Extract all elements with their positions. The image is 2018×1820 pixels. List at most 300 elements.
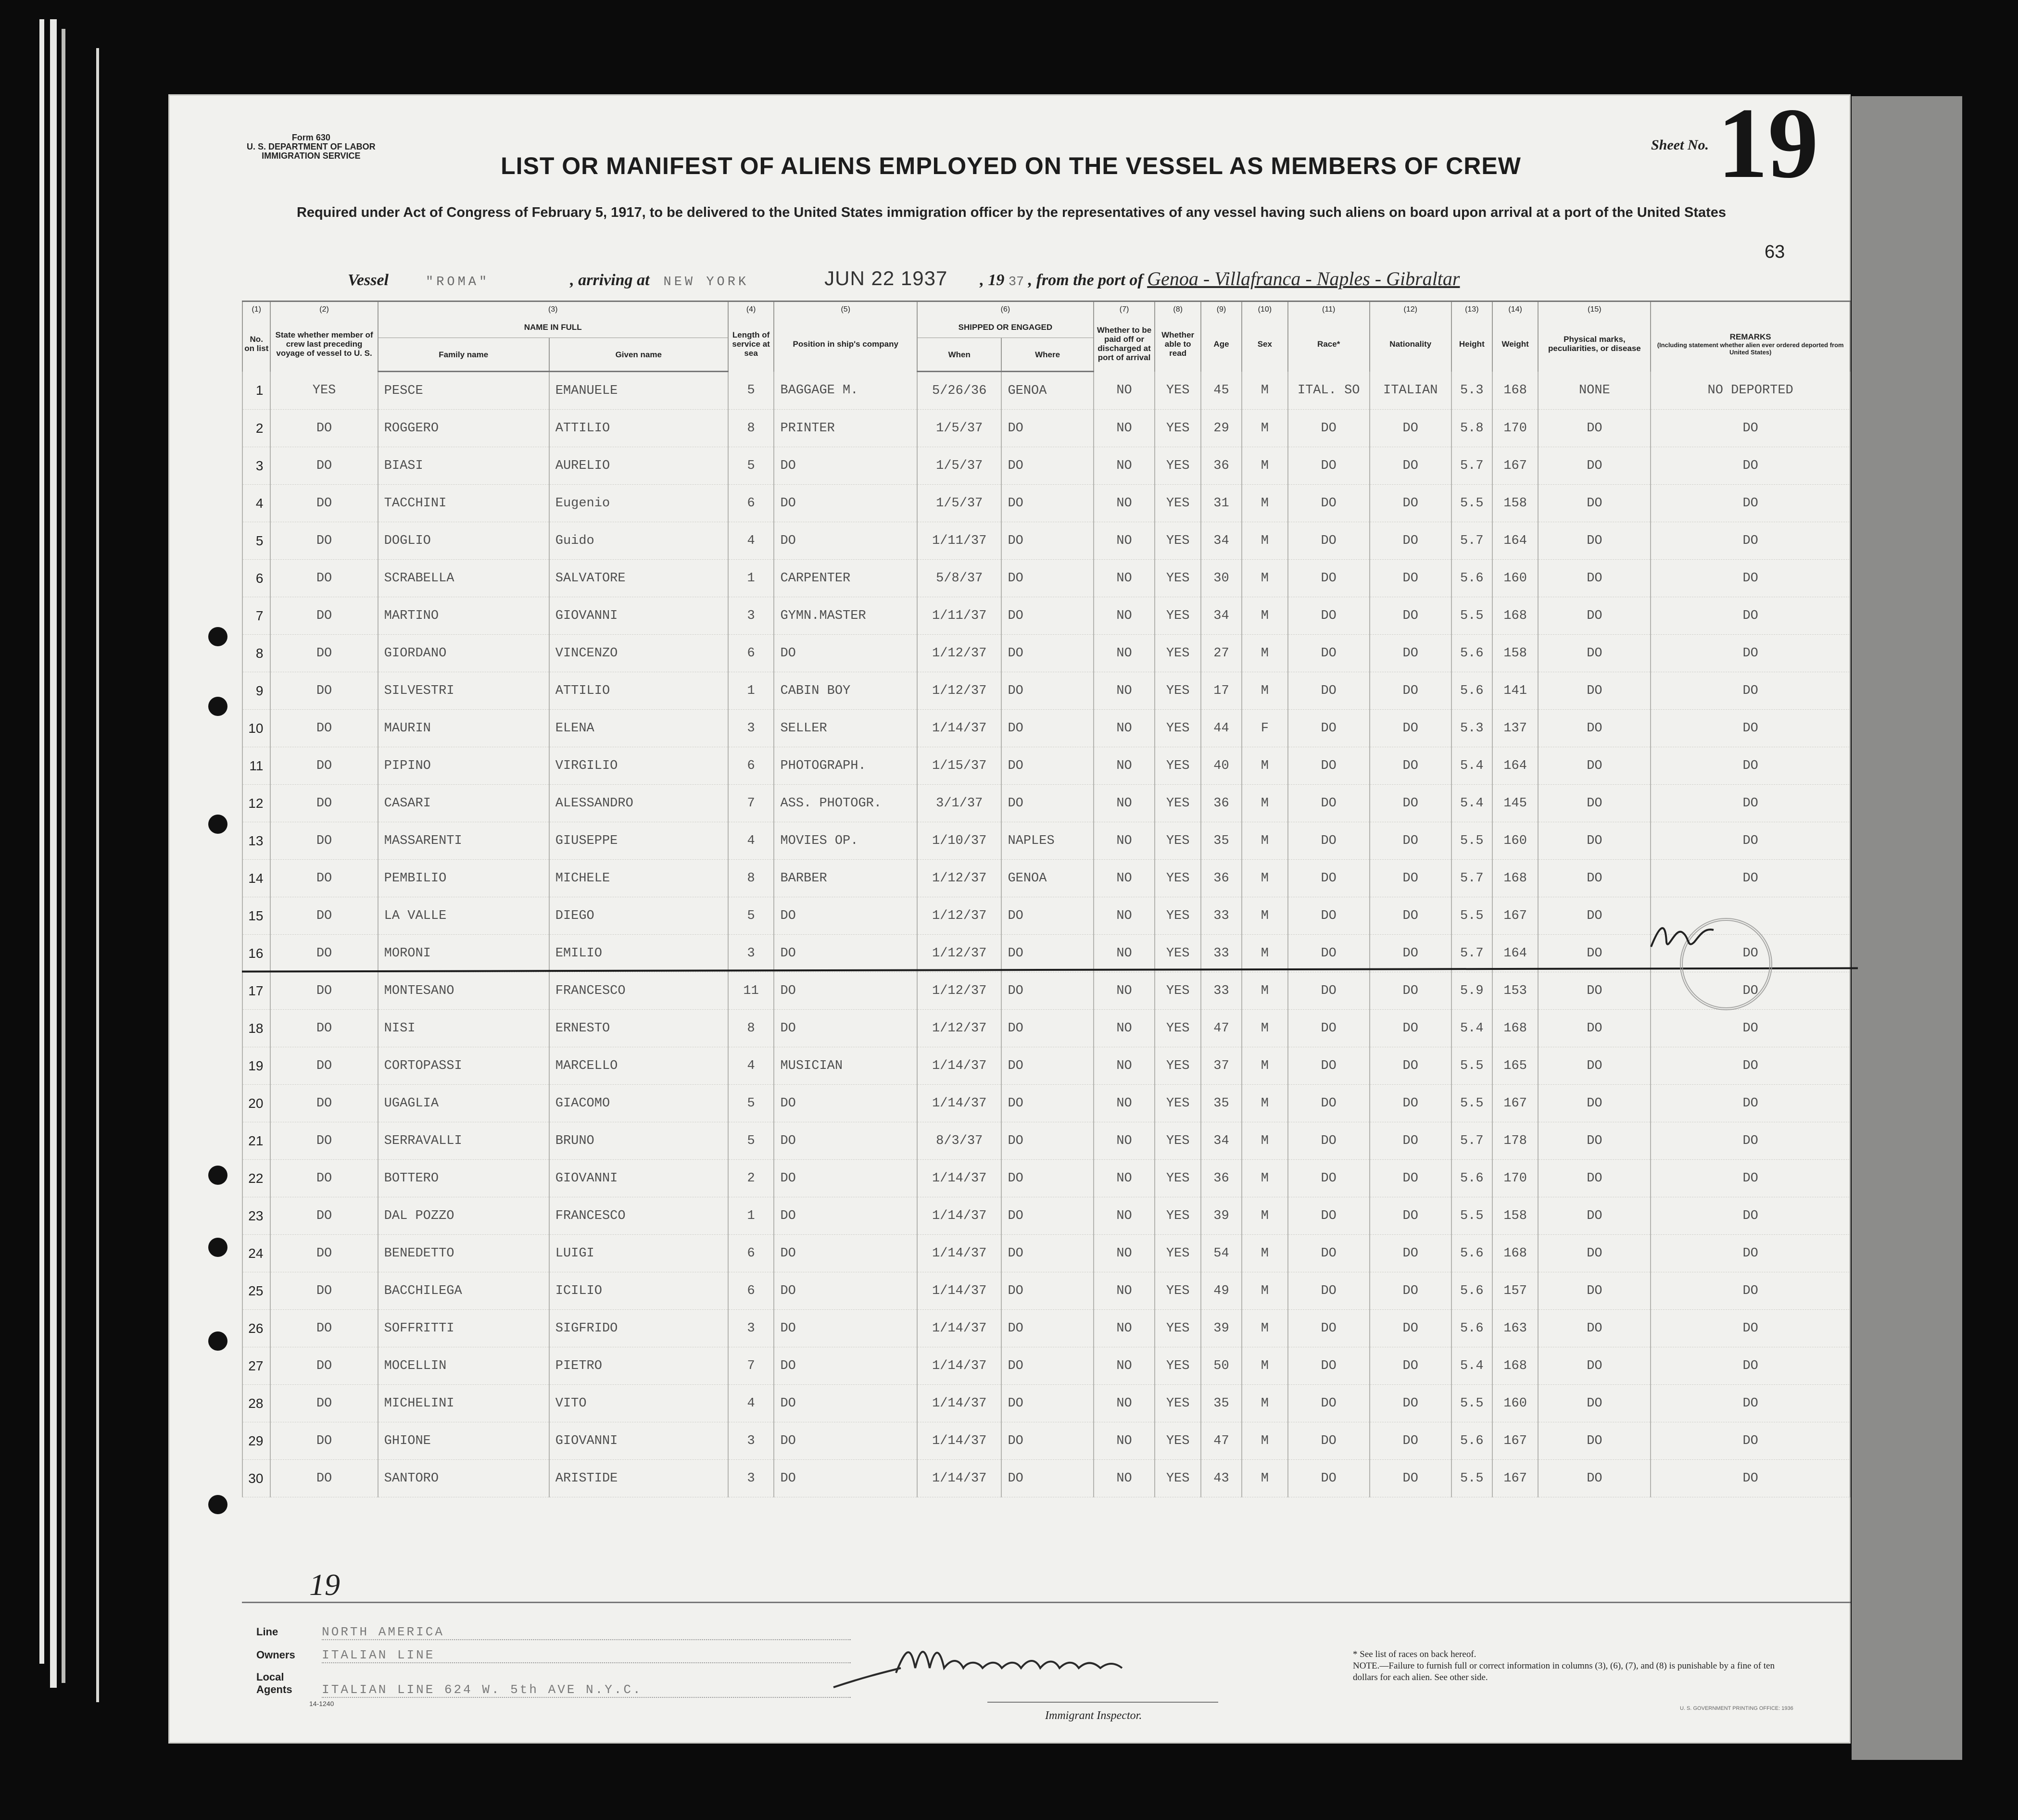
- able-to-read-cell: YES: [1155, 672, 1201, 710]
- previous-voyage-cell: DO: [270, 522, 378, 560]
- table-row: [242, 710, 1850, 747]
- family-name-cell: ROGGERO: [378, 410, 549, 447]
- header-name-in-full: NAME IN FULL: [378, 316, 728, 338]
- race-cell: DO: [1288, 785, 1370, 822]
- age-cell: 45: [1201, 372, 1242, 410]
- able-to-read-cell: YES: [1155, 897, 1201, 935]
- table-row: [242, 1460, 1850, 1497]
- given-name-cell: GIUSEPPE: [549, 822, 728, 860]
- sex-cell: M: [1242, 597, 1288, 635]
- weight-cell: 163: [1492, 1310, 1539, 1347]
- given-name-cell: BRUNO: [549, 1122, 728, 1160]
- table-row: [242, 935, 1850, 972]
- position-cell: DO: [774, 1085, 917, 1122]
- given-name-cell: Guido: [549, 522, 728, 560]
- height-cell: 5.4: [1451, 1010, 1492, 1047]
- row-number-cell: 25: [242, 1272, 270, 1310]
- race-cell: DO: [1288, 1460, 1370, 1497]
- able-to-read-cell: YES: [1155, 1085, 1201, 1122]
- table-row: [242, 1160, 1850, 1197]
- age-cell: 50: [1201, 1347, 1242, 1385]
- position-cell: CARPENTER: [774, 560, 917, 597]
- age-cell: 54: [1201, 1235, 1242, 1272]
- shipped-when-cell: 3/1/37: [917, 785, 1001, 822]
- nationality-cell: DO: [1370, 672, 1451, 710]
- row-number-cell: 13: [242, 822, 270, 860]
- able-to-read-cell: YES: [1155, 1010, 1201, 1047]
- paid-off-cell: NO: [1094, 1235, 1155, 1272]
- service-name: IMMIGRATION SERVICE: [262, 151, 361, 161]
- race-cell: DO: [1288, 635, 1370, 672]
- age-cell: 47: [1201, 1010, 1242, 1047]
- header-row: [242, 316, 1850, 338]
- remarks-cell: DO: [1651, 1160, 1850, 1197]
- family-name-cell: UGAGLIA: [378, 1085, 549, 1122]
- previous-voyage-cell: DO: [270, 410, 378, 447]
- length-of-service-cell: 4: [728, 1047, 774, 1085]
- physical-marks-cell: DO: [1538, 1047, 1651, 1085]
- race-cell: DO: [1288, 410, 1370, 447]
- remarks-cell: DO: [1651, 1197, 1850, 1235]
- paid-off-cell: NO: [1094, 1272, 1155, 1310]
- able-to-read-cell: YES: [1155, 372, 1201, 410]
- position-cell: BAGGAGE M.: [774, 372, 917, 410]
- given-name-cell: EMANUELE: [549, 372, 728, 410]
- given-name-cell: GIOVANNI: [549, 1422, 728, 1460]
- shipped-where-cell: DO: [1001, 485, 1093, 522]
- height-cell: 5.5: [1451, 485, 1492, 522]
- height-cell: 5.6: [1451, 1422, 1492, 1460]
- age-cell: 33: [1201, 935, 1242, 972]
- age-cell: 31: [1201, 485, 1242, 522]
- nationality-cell: DO: [1370, 822, 1451, 860]
- length-of-service-cell: 1: [728, 672, 774, 710]
- family-name-cell: DAL POZZO: [378, 1197, 549, 1235]
- position-cell: DO: [774, 972, 917, 1010]
- arriving-port: NEW YORK: [663, 275, 749, 289]
- nationality-cell: DO: [1370, 1235, 1451, 1272]
- height-cell: 5.3: [1451, 372, 1492, 410]
- age-cell: 36: [1201, 447, 1242, 485]
- previous-voyage-cell: DO: [270, 710, 378, 747]
- sex-cell: M: [1242, 410, 1288, 447]
- height-cell: 5.6: [1451, 1272, 1492, 1310]
- able-to-read-cell: YES: [1155, 597, 1201, 635]
- length-of-service-cell: 7: [728, 1347, 774, 1385]
- table-row: [242, 1422, 1850, 1460]
- previous-voyage-cell: DO: [270, 785, 378, 822]
- sex-cell: M: [1242, 935, 1288, 972]
- given-name-cell: EMILIO: [549, 935, 728, 972]
- given-name-cell: ATTILIO: [549, 672, 728, 710]
- nationality-cell: DO: [1370, 1197, 1451, 1235]
- family-name-cell: MORONI: [378, 935, 549, 972]
- nationality-cell: DO: [1370, 635, 1451, 672]
- race-cell: DO: [1288, 1122, 1370, 1160]
- race-cell: DO: [1288, 1085, 1370, 1122]
- age-cell: 35: [1201, 1385, 1242, 1422]
- weight-cell: 168: [1492, 597, 1539, 635]
- footnote: [1353, 1649, 1786, 1683]
- age-cell: 34: [1201, 1122, 1242, 1160]
- family-name-cell: DOGLIO: [378, 522, 549, 560]
- header-paid-off: Whether to be paid off or discharged at port of arrival: [1094, 316, 1155, 372]
- physical-marks-cell: DO: [1538, 1385, 1651, 1422]
- able-to-read-cell: YES: [1155, 410, 1201, 447]
- age-cell: 35: [1201, 822, 1242, 860]
- shipped-where-cell: DO: [1001, 1272, 1093, 1310]
- nationality-cell: DO: [1370, 1160, 1451, 1197]
- remarks-cell: DO: [1651, 1422, 1850, 1460]
- sex-cell: M: [1242, 1460, 1288, 1497]
- given-name-cell: Eugenio: [549, 485, 728, 522]
- remarks-cell: DO: [1651, 672, 1850, 710]
- shipped-when-cell: 1/12/37: [917, 897, 1001, 935]
- remarks-cell: DO: [1651, 822, 1850, 860]
- length-of-service-cell: 6: [728, 1235, 774, 1272]
- column-number: (4): [728, 301, 774, 317]
- previous-voyage-cell: DO: [270, 485, 378, 522]
- race-cell: DO: [1288, 897, 1370, 935]
- form-code: 14-1240: [309, 1700, 334, 1707]
- weight-cell: 153: [1492, 972, 1539, 1010]
- remarks-cell: DO: [1651, 410, 1850, 447]
- paid-off-cell: NO: [1094, 935, 1155, 972]
- position-cell: DO: [774, 1235, 917, 1272]
- race-cell: DO: [1288, 1385, 1370, 1422]
- row-number-cell: 28: [242, 1385, 270, 1422]
- shipped-where-cell: DO: [1001, 1235, 1093, 1272]
- previous-voyage-cell: DO: [270, 1197, 378, 1235]
- paid-off-cell: NO: [1094, 1160, 1155, 1197]
- nationality-cell: DO: [1370, 972, 1451, 1010]
- length-of-service-cell: 6: [728, 747, 774, 785]
- row-number-cell: 16: [242, 935, 270, 972]
- position-cell: DO: [774, 1460, 917, 1497]
- weight-cell: 168: [1492, 1347, 1539, 1385]
- height-cell: 5.7: [1451, 522, 1492, 560]
- left-page-edge: [50, 19, 57, 1688]
- physical-marks-cell: DO: [1538, 522, 1651, 560]
- race-cell: DO: [1288, 485, 1370, 522]
- binder-hole: [208, 1331, 227, 1351]
- previous-voyage-cell: DO: [270, 1160, 378, 1197]
- year-suffix: 37: [1008, 275, 1024, 289]
- shipped-when-cell: 1/5/37: [917, 447, 1001, 485]
- able-to-read-cell: YES: [1155, 710, 1201, 747]
- table-row: [242, 1385, 1850, 1422]
- column-number: (2): [270, 301, 378, 317]
- length-of-service-cell: 6: [728, 1272, 774, 1310]
- nationality-cell: DO: [1370, 1422, 1451, 1460]
- position-cell: CABIN BOY: [774, 672, 917, 710]
- length-of-service-cell: 5: [728, 1122, 774, 1160]
- remarks-cell: DO: [1651, 935, 1850, 972]
- length-of-service-cell: 3: [728, 597, 774, 635]
- shipped-when-cell: 1/14/37: [917, 1310, 1001, 1347]
- shipped-when-cell: 1/14/37: [917, 1197, 1001, 1235]
- sex-cell: M: [1242, 860, 1288, 897]
- header-where: Where: [1001, 338, 1093, 372]
- paid-off-cell: NO: [1094, 785, 1155, 822]
- race-cell: DO: [1288, 1310, 1370, 1347]
- position-cell: DO: [774, 1385, 917, 1422]
- remarks-cell: DO: [1651, 1235, 1850, 1272]
- family-name-cell: NISI: [378, 1010, 549, 1047]
- sex-cell: M: [1242, 747, 1288, 785]
- column-number: (13): [1451, 301, 1492, 317]
- family-name-cell: BIASI: [378, 447, 549, 485]
- sex-cell: M: [1242, 1122, 1288, 1160]
- length-of-service-cell: 5: [728, 372, 774, 410]
- height-cell: 5.5: [1451, 1197, 1492, 1235]
- race-cell: DO: [1288, 860, 1370, 897]
- position-cell: MOVIES OP.: [774, 822, 917, 860]
- paid-off-cell: NO: [1094, 560, 1155, 597]
- shipped-when-cell: 1/14/37: [917, 1385, 1001, 1422]
- shipped-when-cell: 1/12/37: [917, 672, 1001, 710]
- length-of-service-cell: 3: [728, 1422, 774, 1460]
- previous-voyage-cell: DO: [270, 1385, 378, 1422]
- back-page-edge: [1852, 96, 1962, 1760]
- remarks-cell: DO: [1651, 1010, 1850, 1047]
- header-sex: Sex: [1242, 316, 1288, 372]
- physical-marks-cell: DO: [1538, 672, 1651, 710]
- nationality-cell: ITALIAN: [1370, 372, 1451, 410]
- race-cell: DO: [1288, 1272, 1370, 1310]
- shipped-when-cell: 1/14/37: [917, 1160, 1001, 1197]
- height-cell: 5.6: [1451, 560, 1492, 597]
- position-cell: DO: [774, 1422, 917, 1460]
- age-cell: 36: [1201, 860, 1242, 897]
- given-name-cell: ICILIO: [549, 1272, 728, 1310]
- row-number-cell: 20: [242, 1085, 270, 1122]
- able-to-read-cell: YES: [1155, 1347, 1201, 1385]
- previous-voyage-cell: DO: [270, 597, 378, 635]
- remarks-cell: DO: [1651, 860, 1850, 897]
- age-cell: 33: [1201, 897, 1242, 935]
- given-name-cell: SIGFRIDO: [549, 1310, 728, 1347]
- family-name-cell: SERRAVALLI: [378, 1122, 549, 1160]
- sex-cell: M: [1242, 485, 1288, 522]
- able-to-read-cell: YES: [1155, 1047, 1201, 1085]
- sex-cell: M: [1242, 972, 1288, 1010]
- page-subtitle: Required under Act of Congress of February 5, 1917, to be delivered to the United States immigration officer by the representatives of any vessel having such aliens on board upon arrival at a port of the United States: [296, 205, 1727, 220]
- arriving-label: , arriving at: [570, 271, 650, 289]
- weight-cell: 168: [1492, 372, 1539, 410]
- sex-cell: M: [1242, 1272, 1288, 1310]
- given-name-cell: ALESSANDRO: [549, 785, 728, 822]
- position-cell: DO: [774, 1272, 917, 1310]
- height-cell: 5.5: [1451, 1085, 1492, 1122]
- position-cell: DO: [774, 1197, 917, 1235]
- family-name-cell: MOCELLIN: [378, 1347, 549, 1385]
- previous-voyage-cell: DO: [270, 1047, 378, 1085]
- nationality-cell: DO: [1370, 597, 1451, 635]
- race-cell: DO: [1288, 1235, 1370, 1272]
- shipped-where-cell: DO: [1001, 1085, 1093, 1122]
- shipped-where-cell: DO: [1001, 1460, 1093, 1497]
- column-number: (9): [1201, 301, 1242, 317]
- table-row: [242, 485, 1850, 522]
- weight-cell: 160: [1492, 1385, 1539, 1422]
- sheet-number: 19: [1717, 88, 1818, 199]
- family-name-cell: BENEDETTO: [378, 1235, 549, 1272]
- able-to-read-cell: YES: [1155, 522, 1201, 560]
- paid-off-cell: NO: [1094, 447, 1155, 485]
- given-name-cell: PIETRO: [549, 1347, 728, 1385]
- remarks-cell: DO: [1651, 785, 1850, 822]
- paid-off-cell: NO: [1094, 1122, 1155, 1160]
- table-row: [242, 1010, 1850, 1047]
- physical-marks-cell: DO: [1538, 597, 1651, 635]
- length-of-service-cell: 8: [728, 1010, 774, 1047]
- table-row: [242, 597, 1850, 635]
- column-number: (1): [242, 301, 270, 317]
- row-number-cell: 9: [242, 672, 270, 710]
- inspector-label: Immigrant Inspector.: [1045, 1709, 1142, 1722]
- previous-voyage-cell: DO: [270, 1347, 378, 1385]
- race-cell: DO: [1288, 822, 1370, 860]
- form-number: Form 630: [291, 133, 330, 142]
- age-cell: 27: [1201, 635, 1242, 672]
- sex-cell: M: [1242, 1347, 1288, 1385]
- family-name-cell: SILVESTRI: [378, 672, 549, 710]
- nationality-cell: DO: [1370, 485, 1451, 522]
- previous-voyage-cell: DO: [270, 560, 378, 597]
- paid-off-cell: NO: [1094, 1197, 1155, 1235]
- paid-off-cell: NO: [1094, 972, 1155, 1010]
- physical-marks-cell: DO: [1538, 710, 1651, 747]
- binder-hole: [208, 697, 227, 716]
- physical-marks-cell: DO: [1538, 1085, 1651, 1122]
- able-to-read-cell: YES: [1155, 635, 1201, 672]
- shipped-when-cell: 1/12/37: [917, 972, 1001, 1010]
- able-to-read-cell: YES: [1155, 1385, 1201, 1422]
- year-label: , 19: [980, 271, 1005, 289]
- shipped-when-cell: 1/14/37: [917, 710, 1001, 747]
- binder-hole: [208, 627, 227, 646]
- sex-cell: M: [1242, 672, 1288, 710]
- race-cell: DO: [1288, 597, 1370, 635]
- height-cell: 5.6: [1451, 1160, 1492, 1197]
- age-cell: 17: [1201, 672, 1242, 710]
- table-row: [242, 897, 1850, 935]
- header-when: When: [917, 338, 1001, 372]
- weight-cell: 164: [1492, 522, 1539, 560]
- sex-cell: M: [1242, 372, 1288, 410]
- physical-marks-cell: DO: [1538, 860, 1651, 897]
- sex-cell: M: [1242, 897, 1288, 935]
- shipped-where-cell: DO: [1001, 710, 1093, 747]
- physical-marks-cell: DO: [1538, 935, 1651, 972]
- family-name-cell: CORTOPASSI: [378, 1047, 549, 1085]
- age-cell: 39: [1201, 1197, 1242, 1235]
- paid-off-cell: NO: [1094, 1010, 1155, 1047]
- row-number-cell: 19: [242, 1047, 270, 1085]
- shipped-when-cell: 1/14/37: [917, 1422, 1001, 1460]
- given-name-cell: ARISTIDE: [549, 1460, 728, 1497]
- table-row: [242, 447, 1850, 485]
- shipped-where-cell: DO: [1001, 1122, 1093, 1160]
- row-number-cell: 29: [242, 1422, 270, 1460]
- table-row: [242, 522, 1850, 560]
- remarks-cell: DO: [1651, 522, 1850, 560]
- given-name-cell: GIOVANNI: [549, 597, 728, 635]
- shipped-where-cell: DO: [1001, 747, 1093, 785]
- shipped-when-cell: 1/11/37: [917, 522, 1001, 560]
- family-name-cell: SCRABELLA: [378, 560, 549, 597]
- able-to-read-cell: YES: [1155, 747, 1201, 785]
- remarks-cell: DO: [1651, 1047, 1850, 1085]
- department-name: U. S. DEPARTMENT OF LABOR: [247, 142, 376, 151]
- position-cell: DO: [774, 1010, 917, 1047]
- column-number: (11): [1288, 301, 1370, 317]
- table-row: [242, 747, 1850, 785]
- table-row: [242, 372, 1850, 410]
- table-row: [242, 1272, 1850, 1310]
- position-cell: PRINTER: [774, 410, 917, 447]
- shipped-when-cell: 1/12/37: [917, 1010, 1001, 1047]
- shipped-where-cell: DO: [1001, 597, 1093, 635]
- sex-cell: M: [1242, 1197, 1288, 1235]
- physical-marks-cell: DO: [1538, 1010, 1651, 1047]
- table-row: [242, 410, 1850, 447]
- row-number-cell: 3: [242, 447, 270, 485]
- previous-voyage-cell: DO: [270, 1310, 378, 1347]
- physical-marks-cell: DO: [1538, 560, 1651, 597]
- family-name-cell: TACCHINI: [378, 485, 549, 522]
- left-page-edge: [96, 48, 99, 1702]
- nationality-cell: DO: [1370, 860, 1451, 897]
- given-name-cell: AURELIO: [549, 447, 728, 485]
- weight-cell: 167: [1492, 1460, 1539, 1497]
- row-number-cell: 30: [242, 1460, 270, 1497]
- shipped-where-cell: DO: [1001, 785, 1093, 822]
- handwritten-initials: [1646, 913, 1718, 956]
- header-height: Height: [1451, 316, 1492, 372]
- header-previous-voyage: State whether member of crew last preceding voyage of vessel to U. S.: [270, 316, 378, 372]
- left-page-edge: [39, 19, 44, 1664]
- header-weight: Weight: [1492, 316, 1539, 372]
- position-cell: DO: [774, 1160, 917, 1197]
- shipped-where-cell: DO: [1001, 1047, 1093, 1085]
- previous-voyage-cell: DO: [270, 1272, 378, 1310]
- nationality-cell: DO: [1370, 1122, 1451, 1160]
- table-row: [242, 672, 1850, 710]
- paid-off-cell: NO: [1094, 522, 1155, 560]
- able-to-read-cell: YES: [1155, 1272, 1201, 1310]
- height-cell: 5.6: [1451, 635, 1492, 672]
- column-number: (3): [378, 301, 728, 317]
- length-of-service-cell: 5: [728, 447, 774, 485]
- sex-cell: M: [1242, 1010, 1288, 1047]
- age-cell: 33: [1201, 972, 1242, 1010]
- column-number: [1651, 301, 1850, 317]
- nationality-cell: DO: [1370, 1385, 1451, 1422]
- nationality-cell: DO: [1370, 1347, 1451, 1385]
- from-port-label: , from the port of: [1028, 271, 1143, 289]
- table-row: [242, 1047, 1850, 1085]
- paid-off-cell: NO: [1094, 1047, 1155, 1085]
- weight-cell: 167: [1492, 1085, 1539, 1122]
- paid-off-cell: NO: [1094, 710, 1155, 747]
- paid-off-cell: NO: [1094, 410, 1155, 447]
- nationality-cell: DO: [1370, 410, 1451, 447]
- race-cell: DO: [1288, 447, 1370, 485]
- owners-label: Owners: [256, 1649, 295, 1661]
- previous-voyage-cell: DO: [270, 822, 378, 860]
